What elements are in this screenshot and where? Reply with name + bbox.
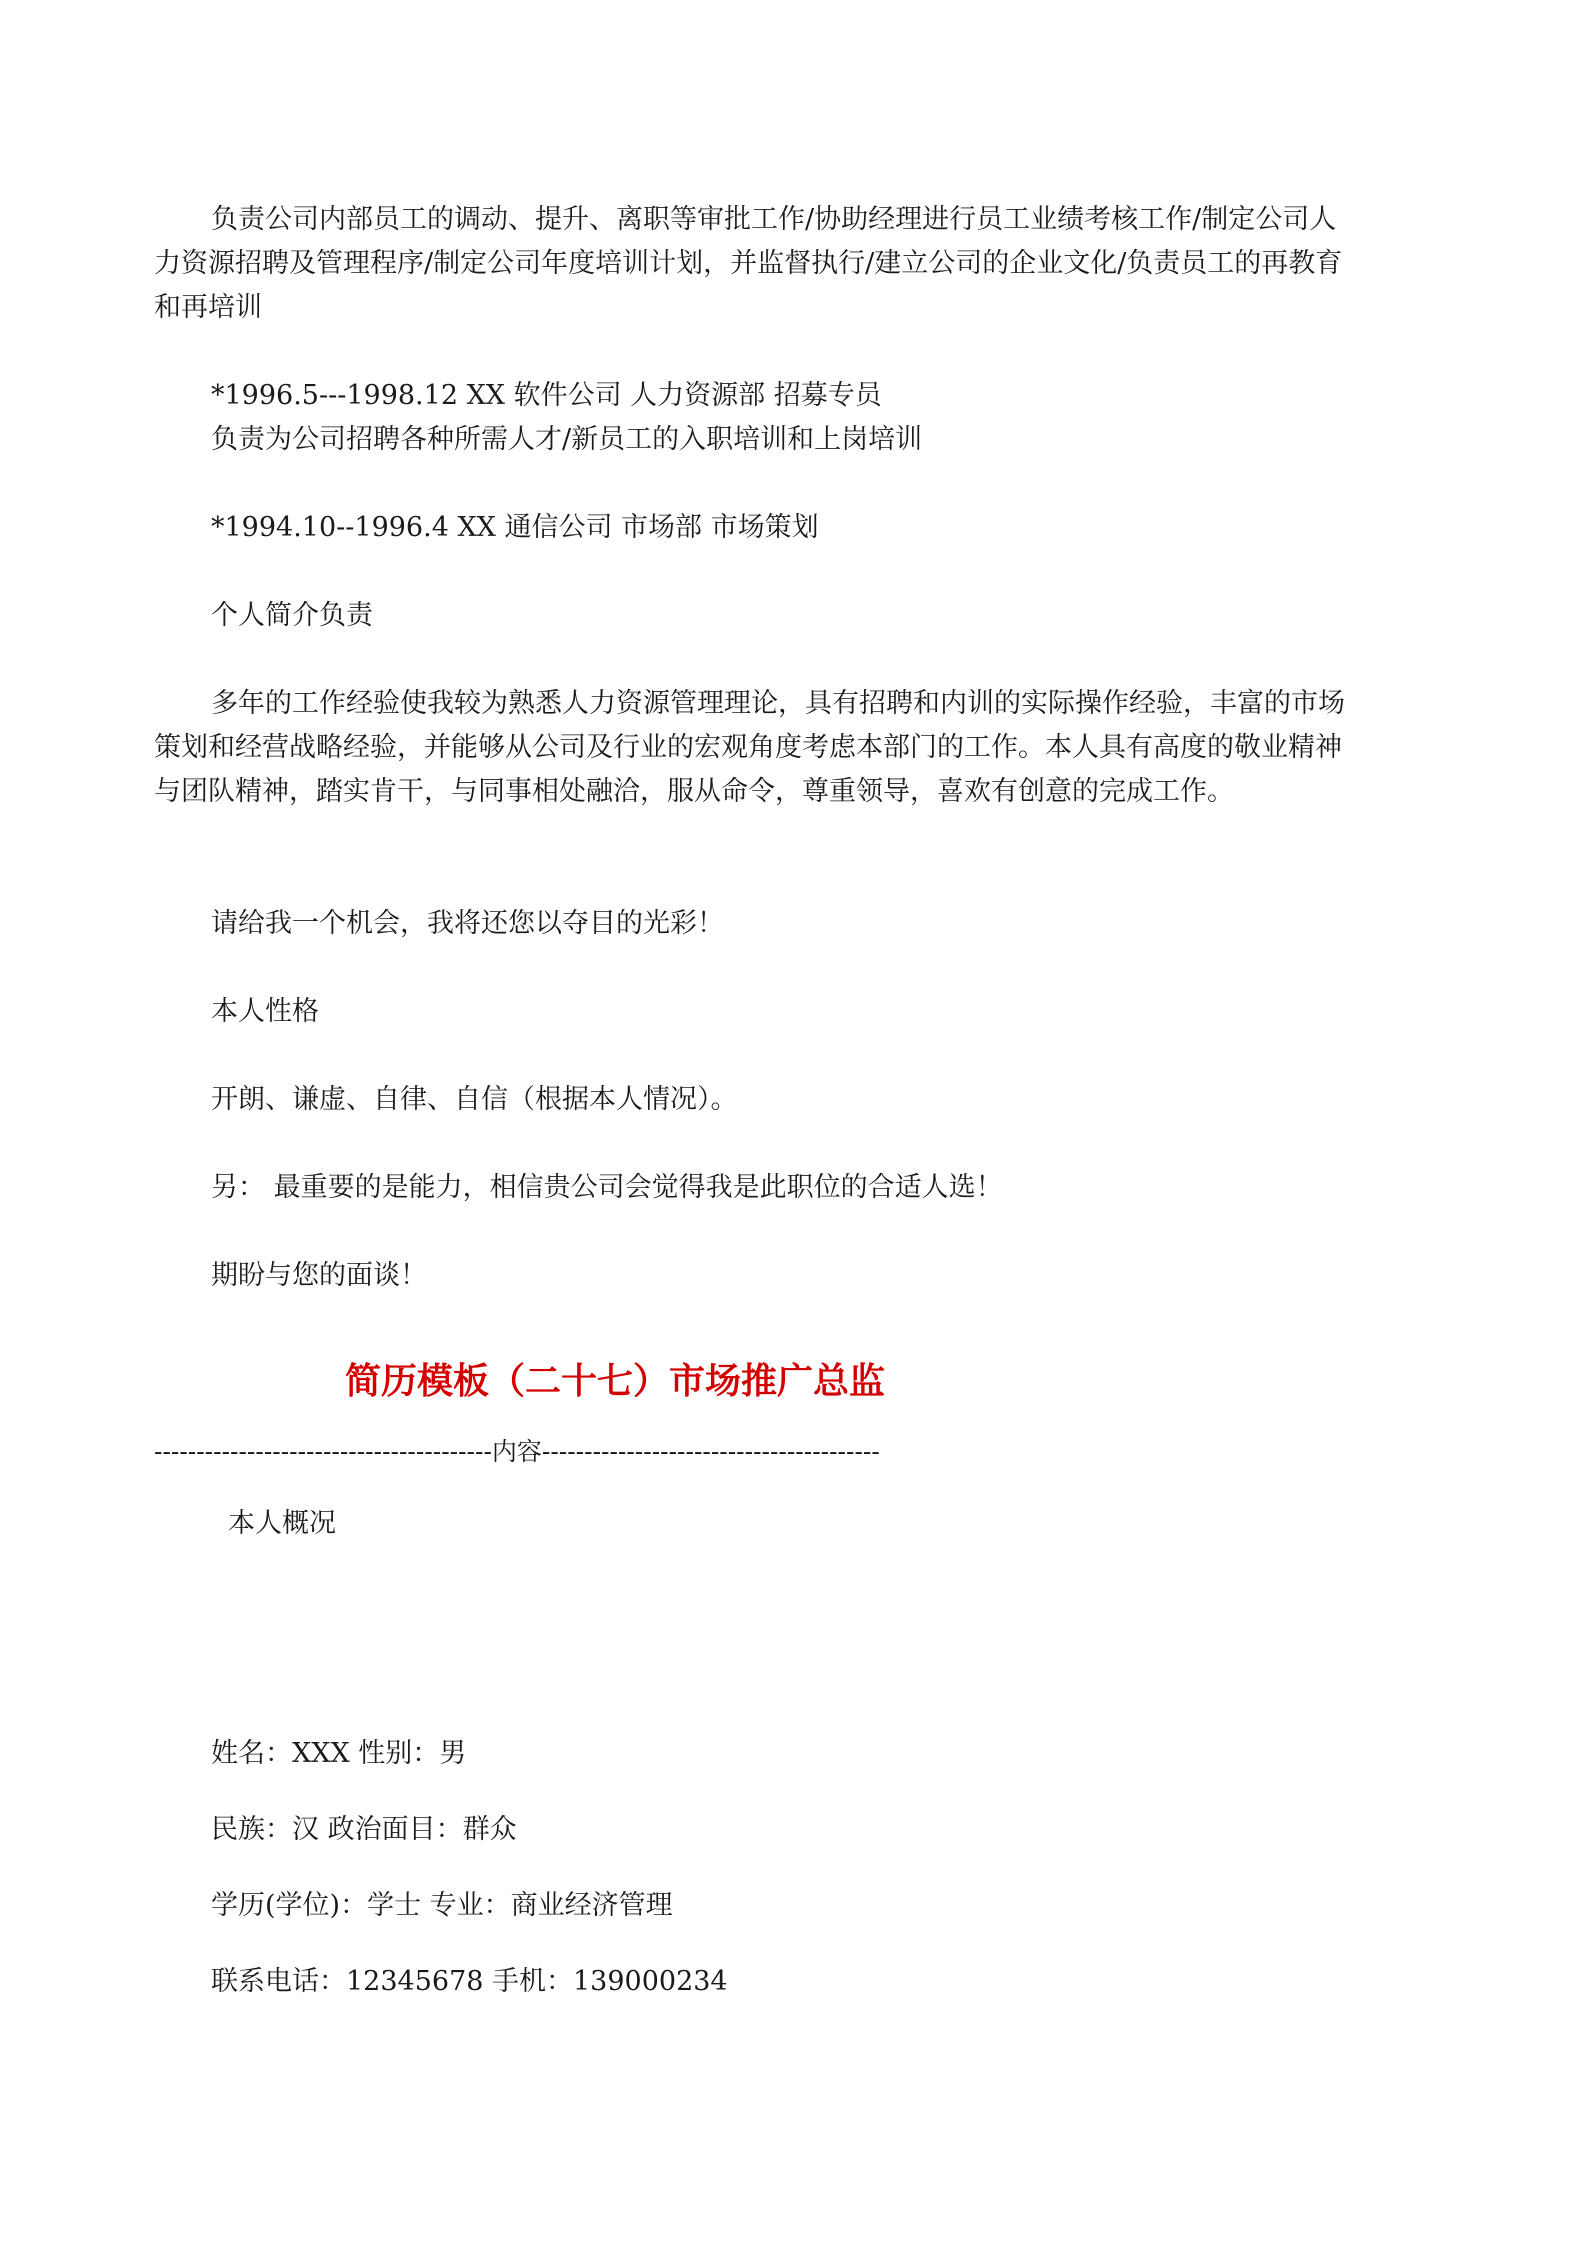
closing-statement: 请给我一个机会，我将还您以夺目的光彩！ <box>211 908 724 939</box>
profile-heading: 个人简介负责 <box>211 600 373 631</box>
info-education-major: 学历(学位)：学士 专业：商业经济管理 <box>211 1890 673 1921</box>
personality-heading: 本人性格 <box>211 996 319 1027</box>
job-entry-header: *1994.10--1996.4 XX 通信公司 市场部 市场策划 <box>211 512 819 543</box>
expect-text: 期盼与您的面谈！ <box>211 1260 427 1291</box>
personality-text: 开朗、谦虚、自律、自信（根据本人情况）。 <box>211 1084 738 1115</box>
experience-text-line-2: 力资源招聘及管理程序/制定公司年度培训计划，并监督执行/建立公司的企业文化/负责员工的再教育 <box>154 248 1343 279</box>
profile-text-line-1: 多年的工作经验使我较为熟悉人力资源管理理论，具有招聘和内训的实际操作经验，丰富的市场 <box>211 688 1345 719</box>
content-divider: ----------------------------------------内容---------------------------------------- <box>154 1437 880 1466</box>
job-entry-description: 负责为公司招聘各种所需人才/新员工的入职培训和上岗培训 <box>211 424 923 455</box>
profile-text-line-2: 策划和经营战略经验，并能够从公司及行业的宏观角度考虑本部门的工作。本人具有高度的敬业精神 <box>154 732 1342 763</box>
overview-heading: 本人概况 <box>228 1508 336 1539</box>
experience-text-line-1: 负责公司内部员工的调动、提升、离职等审批工作/协助经理进行员工业绩考核工作/制定公司人 <box>211 204 1337 235</box>
template-title: 简历模板（二十七）市场推广总监 <box>344 1360 885 1402</box>
info-ethnic-political: 民族：汉 政治面目：群众 <box>211 1814 517 1845</box>
experience-text-line-3: 和再培训 <box>154 292 262 323</box>
info-contact: 联系电话：12345678 手机：139000234 <box>211 1966 728 1997</box>
info-name-gender: 姓名：XXX 性别：男 <box>211 1738 467 1769</box>
profile-text-line-3: 与团队精神，踏实肯干，与同事相处融洽，服从命令，尊重领导，喜欢有创意的完成工作。 <box>154 776 1234 807</box>
note-text: 另： 最重要的是能力，相信贵公司会觉得我是此职位的合适人选！ <box>211 1172 1003 1203</box>
job-entry-header: *1996.5---1998.12 XX 软件公司 人力资源部 招募专员 <box>211 380 882 411</box>
